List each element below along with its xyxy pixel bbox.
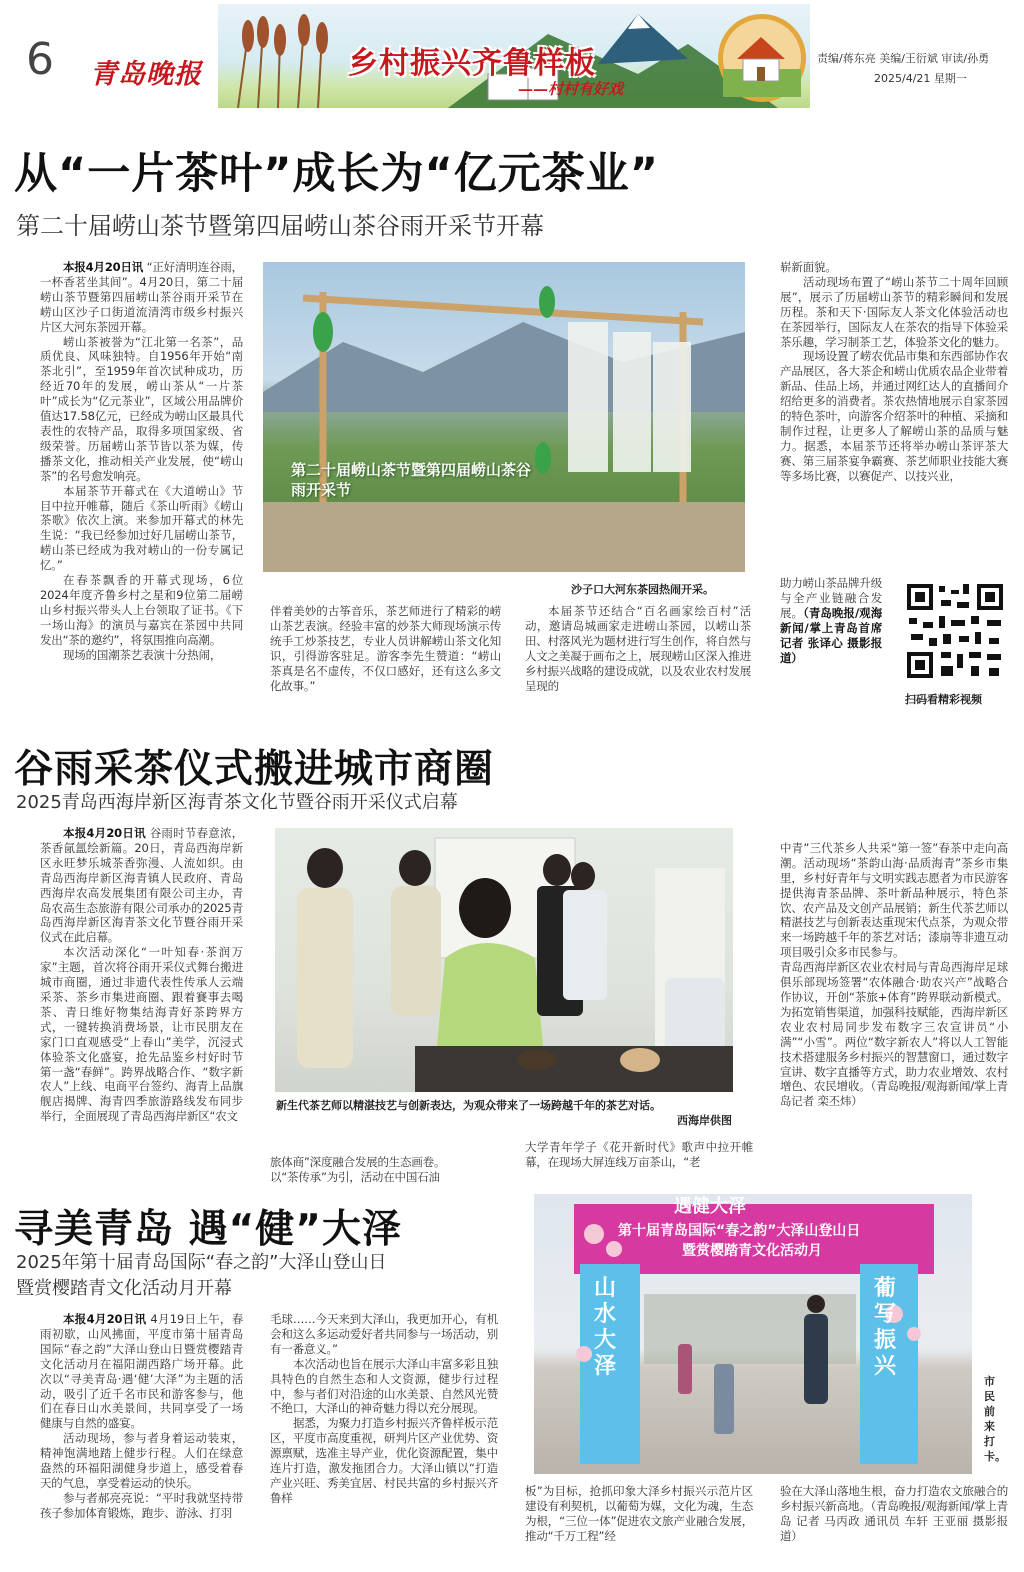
arch-title-2: 暨赏樱踏青文化活动月 <box>682 1243 822 1259</box>
article1-column-4-tail <box>780 576 882 706</box>
paragraph: 崭新面貌。 <box>780 260 837 274</box>
article2-column-4 <box>780 826 1008 1172</box>
article3-column-4 <box>780 1484 1008 1568</box>
tea-garden-photo <box>263 262 745 572</box>
paragraph: 参与者郝亮亮说：“平时我就坚持带孩子参加体育锻炼，跑步、游泳、打羽 <box>40 1490 243 1520</box>
arch-title-1: 第十届青岛国际“春之韵”大泽山登山日 <box>618 1223 861 1239</box>
article1-column-3 <box>525 604 751 706</box>
qr-code-icon <box>905 582 1005 680</box>
article1-headline: 从“一片茶叶”成长为“亿元茶业” <box>14 149 660 199</box>
arch-right-text: 葡写振兴 <box>874 1276 897 1379</box>
paragraph: 大学青年学子《花开新时代》歌声中拉开帷幕，在现场大屏连线万亩茶山，“老 <box>525 1140 753 1169</box>
article1-column-2 <box>270 604 501 706</box>
article2-column-3 <box>525 1140 753 1172</box>
article1-column-1 <box>40 260 243 706</box>
paragraph: 本次活动也旨在展示大泽山丰富多彩且独具特色的自然生态和人文资源，健步行过程中，参与者们对沿途的山水美景、自然风光赞不绝口，大泽山的神奇魅力得以充分展现。 <box>270 1356 498 1416</box>
paragraph: 本报4月20日讯 “正好清明连谷雨，一杯香茗坐其间”。4月20日，第二十届崂山茶节暨第四届崂山茶谷雨开采节在崂山区沙子口街道流清湾市级乡村振兴片区大河东茶园开幕。 <box>40 260 243 334</box>
paragraph: 活动现场布置了“崂山茶节二十周年回顾展”，展示了历届崂山茶节的精彩瞬间和发展历程。茶和天下·国际友人茶文化体验活动也在茶园举行，国际友人在茶农的指导下体验采茶乐趣，学习制茶工艺，体验茶文化的魅力。 <box>780 274 1008 349</box>
article1-photo-caption: 沙子口大河东茶园热闹开采。 <box>571 583 714 596</box>
paragraph: 现场的国潮茶艺表演十分热闹， <box>63 647 222 662</box>
arch-top-text: 遇健大泽 <box>674 1196 746 1217</box>
article1-subhead: 第二十届崂山茶节暨第四届崂山茶谷雨开采节开幕 <box>16 212 544 240</box>
article3-subhead-line1: 2025年第十届青岛国际“春之韵”大泽山登山日 <box>16 1252 387 1273</box>
qr-caption: 扫码看精彩视频 <box>905 693 982 706</box>
paragraph: 现场设置了崂农优品市集和东西部协作农产品展区，各大茶企和崂山优质农品企业带着新品、佳品上场，并通过网红达人的直播间介绍给更多的消费者。茶农热情地展示自家茶园的特色茶叶，向游客介绍茶叶的种植、采摘和制作过程，让更多人了解崂山茶的品质与魅力。据悉，本届茶节还将举办崂山茶评茶大赛、第三届茶宴争霸赛、茶艺师职业技能大赛等多场比赛，以赛促产、以技兴业， <box>780 349 1008 483</box>
paragraph: 据悉，为聚力打造乡村振兴齐鲁样板示范区，平度市高度重视，研判片区产业优势、资源禀赋，选准主导产业，优化资源配置，集中连片打造，激发拖团合力。大泽山镇以“打造产业兴旺、秀美宜居、村民共富的乡村振兴齐鲁样 <box>270 1416 498 1505</box>
photo-banner-text: 第二十届崂山茶节暨第四届崂山茶谷雨开采节 <box>291 461 532 499</box>
article2-photo-caption: 新生代茶艺师以精湛技艺与创新表达，为观众带来了一场跨越千年的茶艺对话。 西海岸供图 <box>276 1099 732 1127</box>
paragraph: 助力崂山茶品牌升级与全产业链融合发展。（青岛晚报/观海新闻/掌上青岛首席记者 张译心 摄影报道） <box>780 576 882 665</box>
paragraph: 本届茶节还结合“百名画家绘百村”活动，邀请岛城画家走进崂山茶园，以崂山茶田、村落风光为题材进行写生创作，将自然与人文之美凝于画布之上，展现崂山区深入推进乡村振兴战略的建设成就，以及农业农村发展呈现的 <box>525 604 751 693</box>
article3-photo-caption: 市民前来打卡。 <box>984 1375 1006 1463</box>
paper-name-logo: 青岛晚报 <box>90 59 202 90</box>
article2-column-1 <box>40 826 243 1172</box>
article3-subhead-line2: 暨赏樱踏青文化活动月开幕 <box>16 1278 232 1299</box>
paragraph: 崂山茶被誉为“江北第一名茶”，品质优良、风味独特。自1956年开始“南茶北引”，至1959年首次试种成功，历经近70年的发展，崂山茶从“一片茶叶”成长为“亿元茶业”，区域公用品牌价值达17.58亿元，已经成为崂山区最具代表性的农特产品，取得多项国家级、省级荣誉。历届崂山茶节皆以茶为媒，传播茶文化，推动相关产业发展，使“崂山茶”的名号愈发响亮。 <box>40 334 243 483</box>
arch-left-text: 山水大泽 <box>594 1276 617 1379</box>
article1-column-4 <box>780 260 1008 576</box>
paragraph: 本届茶节开幕式在《大道崂山》节目中拉开帷幕，随后《茶山听雨》《崂山茶歌》依次上演。来参加开幕式的林先生说：“我已经参加过好几届崂山茶节，崂山茶已经成为我对崂山的一份专属记忆。” <box>40 483 243 573</box>
banner-title: 乡村振兴齐鲁样板 <box>348 46 596 81</box>
village-house-icon <box>718 14 806 102</box>
article2-subhead: 2025青岛西海岸新区海青茶文化节暨谷雨开采仪式启幕 <box>16 792 458 813</box>
paragraph: 本次活动深化“一叶知春·茶润万家”主题，首次将谷雨开采仪式舞台搬进城市商圈，通过非遗代表性传承人云端采茶、茶乡市集进商圈、跟着賽事去喝茶、青日维好物集结海青好茶跨界方式，一键转换消费场景，让市民朋友在家门口直观感受“上春山”美学，沉浸式体验茶文化盛宴，抢先品鉴乡村好时节第一盏“春鲜”。跨界战略合作、“数字新农人”上线、电商平台签约、海青上品旗舰店揭牌、海青四季旅游路线发布同步举行，全面展现了青岛西海岸新区“农文 <box>40 945 243 1124</box>
article3-column-2 <box>270 1312 498 1568</box>
tea-ceremony-photo <box>275 828 733 1092</box>
paragraph: 验在大泽山落地生根，奋力打造农文旅融合的乡村振兴新高地。（青岛晚报/观海新闻/掌上青岛 记者 马丙政 通讯员 车轩 王亚丽 摄影报道） <box>780 1484 1008 1543</box>
paragraph: 中青”三代茶乡人共采“第一签”春茶中走向高潮。活动现场“茶韵山海·品质海青”茶乡市集里，乡村好青年与文明实践志愿者为市民游客提供海青茶品牌、茶叶新品种展示，特色茶饮、农产品及文创产品展销；新生代茶艺师以精湛技艺与创新表达重现宋代点茶，为观众带来一场跨越千年的茶艺对话；漆扇等非遗互动项目吸引众多市民参与。 青岛西海岸新区农业农村局与青岛西海岸足球俱乐部现场签署“农体融合·助农兴产”战略合作协议，开创“茶旅+体育”跨界联动新模式。为拓宽销售渠道，加强科技赋能，西海岸新区农业农村局同步发布数字三农宣讲员“小满”“小雪”。两位“数字新农人”将以人工智能技术搭建服务乡村振兴的智慧窗口，通过数字宣讲、数字直播等方式，助力农业增效、农村增色、农民增收。（青岛晚报/观海新闻/掌上青岛记者 栾丕炜） <box>780 840 1008 1109</box>
paragraph: 伴着美妙的古筝音乐，茶艺师进行了精彩的崂山茶艺表演。经验丰富的炒茶大师现场演示传统手工炒茶技艺，专业人员讲解崂山茶文化知识，引得游客驻足。游客李先生赞道：“崂山茶真是名不虚传，不仅口感好，还有这么多文化故事。” <box>270 604 501 693</box>
article3-column-1 <box>40 1312 243 1568</box>
page-number: 6 <box>26 34 54 85</box>
masthead <box>0 0 1024 118</box>
paragraph: 本报4月20日讯 4月19日上午，春雨初歇，山风拂面，平度市第十届青岛国际“春之韵”大泽山登山日暨赏樱踏青文化活动月在福阳湖西路广场开幕。此次以“寻美青岛·遇‘健’大泽”为主题的活动，吸引了近千名市民和游客参与，他们在春日山水美景间，共同享受了一场健康与自然的盛宴。 <box>40 1312 243 1431</box>
article3-headline: 寻美青岛 遇“健”大泽 <box>14 1207 402 1252</box>
article3-column-3 <box>525 1484 753 1568</box>
issue-date: 2025/4/21 星期一 <box>874 72 967 85</box>
paragraph: 活动现场，参与者身着运动装束，精神饱满地踏上健步行程。人们在绿意盎然的环福阳湖健身步道上，感受着春天的气息，享受着运动的快乐。 <box>40 1431 243 1490</box>
article2-column-2 <box>270 1140 500 1184</box>
paragraph: 旅体商”深度融合发展的生态画卷。 以“茶传承”为引，活动在中国石油 <box>270 1154 446 1184</box>
paragraph: 本报4月20日讯 谷雨时节春意浓，茶香氤氲绘新篇。20日，青岛西海岸新区永旺梦乐城茶香弥漫、人流如织。由青岛西海岸新区海青镇人民政府、青岛西海岸农高发展集团有限公司主办，青岛农高生态旅游有限公司承办的2025青岛西海岸新区海青茶文化节暨谷雨开采仪式在此启幕。 <box>40 826 243 945</box>
mountain-arch-photo <box>534 1194 972 1474</box>
editor-credits: 责编/蒋东亮 美编/王衍斌 审读/孙勇 <box>817 52 990 65</box>
paragraph: 板”为目标，抢抓印象大泽乡村振兴示范片区建设有利契机，以葡萄为媒，文化为魂，生态为根，“三位一体”促进农文旅产业融合发展，推动“千万工程”经 <box>525 1484 753 1543</box>
paragraph: 在春茶飘香的开幕式现场，6位2024年度齐鲁乡村之星和9位第二届崂山乡村振兴带头人上台领取了证书。《下一场山海》的演员与嘉宾在茶园中共同发出“茶的邀约”，将氛围推向高潮。 <box>40 573 243 647</box>
qr-code[interactable] <box>905 582 1005 680</box>
article2-headline: 谷雨采茶仪式搬进城市商圈 <box>14 747 495 792</box>
photo-credit: 西海岸供图 <box>677 1114 732 1127</box>
paragraph: 毛球……今天来到大泽山，我更加开心，有机会和这么多运动爱好者共同参与一场活动，别有一番意义。” <box>270 1312 498 1356</box>
banner-subtitle: ——村村有好戏 <box>518 80 624 98</box>
